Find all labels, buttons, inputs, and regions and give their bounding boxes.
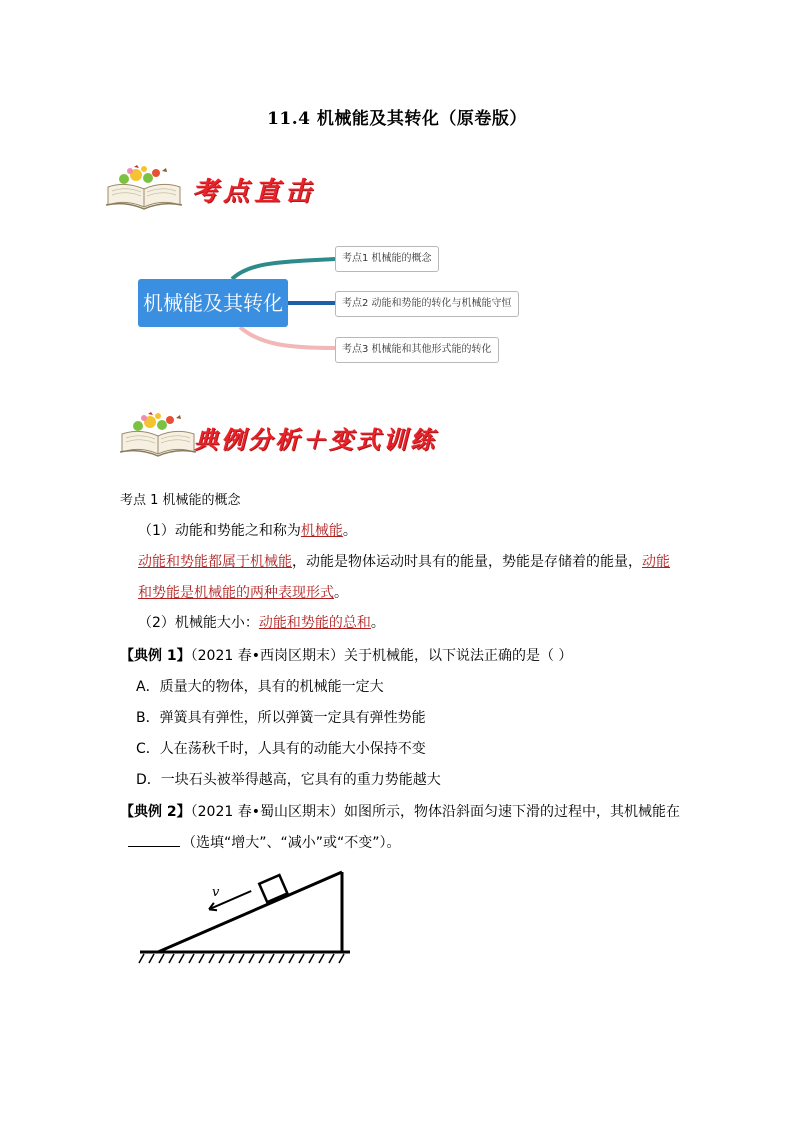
example-1-option-a: A．质量大的物体，具有的机械能一定大 — [136, 679, 384, 695]
example-2-question: （2021 春•蜀山区期末）如图所示，物体沿斜面匀速下滑的过程中，其机械能在 — [190, 804, 680, 820]
paragraph-4-prefix: （2）机械能大小： — [138, 615, 259, 631]
banner-dianli — [118, 412, 518, 462]
example-1-option-d: D．一块石头被举得越高，它具有的重力势能越大 — [136, 772, 441, 788]
incline-slope — [158, 872, 342, 952]
banner-dianli-text: 典例分析＋变式训练 — [194, 425, 437, 454]
section-heading: 考点 1 机械能的概念 — [120, 493, 241, 508]
example-1-option-c: C．人在荡秋千时，人具有的动能大小保持不变 — [136, 741, 426, 757]
mindmap-node-2: 考点2 动能和势能的转化与机械能守恒 — [335, 291, 519, 317]
example-2-label: 【典例 2】 — [120, 804, 191, 820]
paragraph-1-suffix: 。 — [342, 523, 357, 539]
mindmap-node-3: 考点3 机械能和其他形式能的转化 — [335, 337, 499, 363]
open-book-flowers-icon — [118, 412, 200, 458]
paragraph-2-middle: ，动能是物体运动时具有的能量，势能是存储着的能量， — [292, 554, 642, 570]
banner-kaodian-text: 考点直击 — [192, 177, 317, 207]
paragraph-4-highlight: 动能和势能的总和 — [258, 615, 371, 631]
paragraph-3-highlight: 和势能是机械能的两种表现形式 — [138, 585, 334, 601]
answer-blank[interactable] — [128, 834, 180, 847]
example-1-option-b: B．弹簧具有弹性，所以弹簧一定具有弹性势能 — [136, 710, 426, 726]
example-1-question: （2021 春•西岗区期末）关于机械能，以下说法正确的是（ ） — [190, 648, 573, 664]
example-1-stem — [120, 645, 572, 665]
example-1-label: 【典例 1】 — [120, 648, 191, 664]
example-2-stem — [120, 801, 680, 821]
paragraph-4-suffix: 。 — [370, 615, 385, 631]
example-2-question-2: （选填“增大”、“减小”或“不变”）。 — [182, 835, 401, 851]
paragraph-3-suffix: 。 — [334, 585, 348, 601]
page-title: 11.4 机械能及其转化（原卷版） — [267, 109, 527, 129]
paragraph-3 — [138, 582, 348, 602]
paragraph-2-highlight-2: 动能 — [642, 554, 670, 570]
ground-hatching — [139, 954, 344, 963]
paragraph-2 — [138, 551, 670, 571]
paragraph-4 — [138, 612, 385, 632]
mindmap-root: 机械能及其转化 — [138, 279, 288, 327]
paragraph-1 — [138, 520, 357, 540]
mindmap-node-1: 考点1 机械能的概念 — [335, 246, 439, 272]
incline-figure — [136, 864, 356, 970]
velocity-label: v — [212, 885, 220, 900]
paragraph-1-highlight: 机械能 — [300, 523, 343, 539]
paragraph-2-highlight-1: 动能和势能都属于机械能 — [138, 554, 292, 570]
example-2-stem-line-2 — [128, 832, 401, 852]
paragraph-1-prefix: （1）动能和势能之和称为 — [138, 523, 301, 539]
